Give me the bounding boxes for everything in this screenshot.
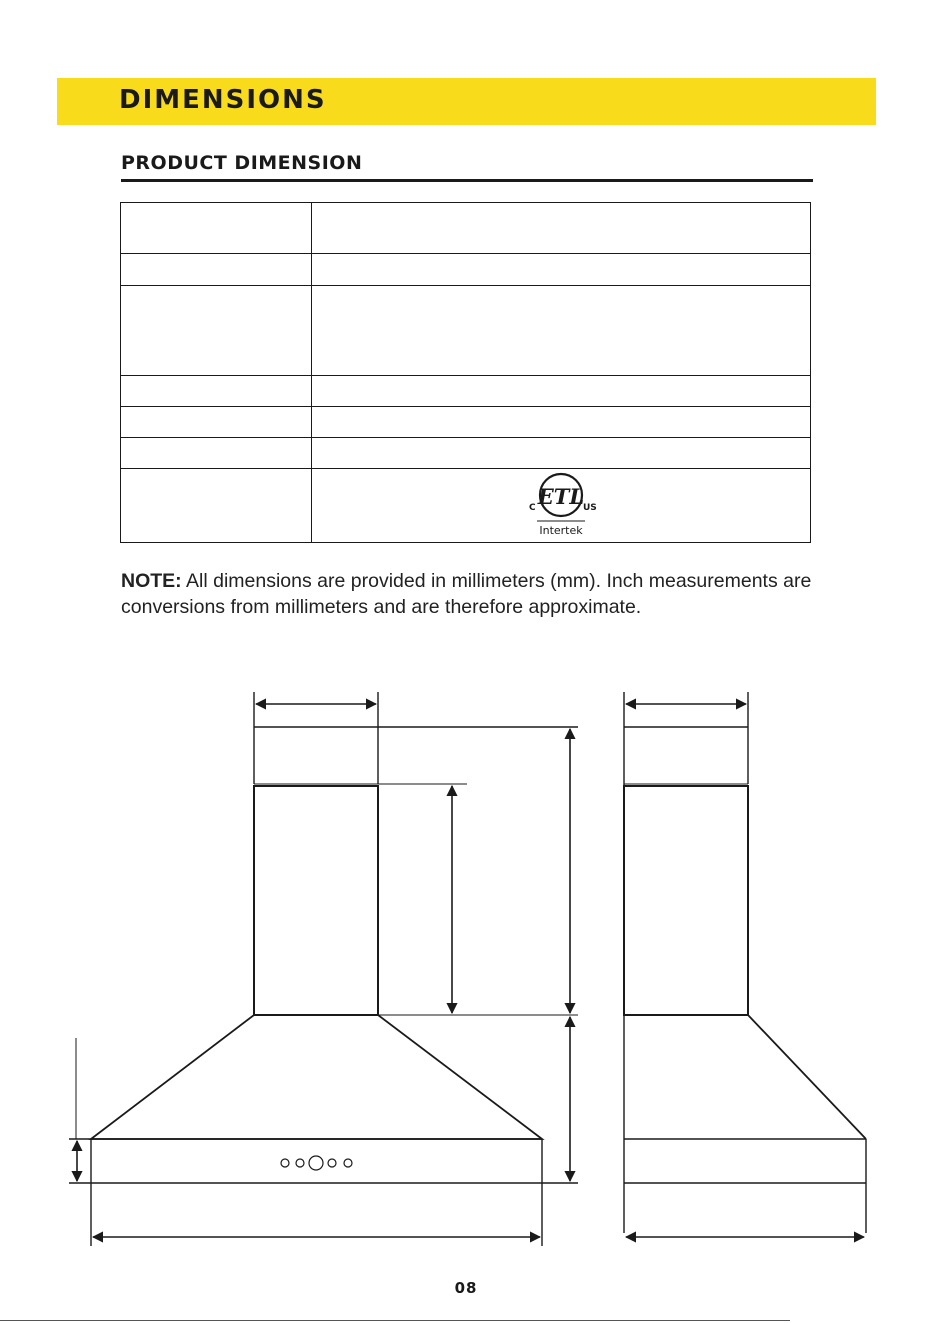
- front-view: [69, 692, 578, 1246]
- note-label: NOTE:: [121, 570, 182, 592]
- section-title: PRODUCT DIMENSION: [121, 152, 363, 174]
- control-buttons: [281, 1156, 352, 1170]
- svg-text:ETL: ETL: [537, 484, 585, 509]
- svg-text:C: C: [529, 503, 536, 513]
- page-number: 08: [454, 1279, 478, 1297]
- page-title: DIMENSIONS: [119, 85, 327, 115]
- footer-divider: [0, 1320, 790, 1321]
- svg-text:US: US: [583, 503, 597, 513]
- side-view: [624, 692, 866, 1233]
- svg-text:Intertek: Intertek: [539, 524, 583, 537]
- note-text: All dimensions are provided in millimeters (mm). Inch measurements are conversions from millimeters and are therefore approximate.: [121, 570, 812, 618]
